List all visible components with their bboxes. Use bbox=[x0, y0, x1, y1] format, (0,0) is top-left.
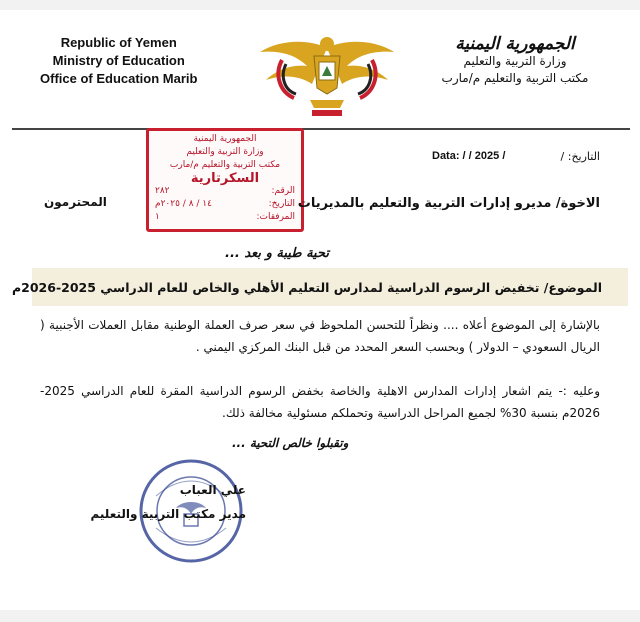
signature-block bbox=[56, 478, 246, 526]
header-en-line3: Office of Education Marib bbox=[40, 71, 198, 86]
signer-title: مدير مكتب التربية والتعليم bbox=[90, 507, 246, 521]
stamp-number-value: ٢٨٢ bbox=[155, 186, 170, 196]
stamp-attachments-label: المرفقات: bbox=[256, 212, 295, 222]
header-ar-line2: وزارة التربية والتعليم bbox=[463, 54, 567, 68]
stamp-date-row bbox=[149, 198, 301, 211]
header-en-line2: Ministry of Education bbox=[52, 53, 185, 68]
stamp-title: السكرتارية bbox=[190, 171, 260, 186]
stamp-line1: الجمهورية اليمنية bbox=[193, 134, 257, 144]
stamp-line3: مكتب التربية والتعليم م/مارب bbox=[169, 160, 281, 170]
header-ar-line3: مكتب التربية والتعليم م/مارب bbox=[441, 71, 589, 85]
stamp-attachments-value: ١ bbox=[155, 212, 160, 222]
yemen-eagle-emblem-icon bbox=[252, 30, 402, 120]
stamp-attachments-row bbox=[149, 211, 301, 224]
respected-title: المحترمون bbox=[44, 195, 107, 209]
english-letterhead bbox=[40, 34, 197, 88]
header-ar-line1: الجمهورية اليمنية bbox=[455, 34, 575, 54]
body-paragraph-2: وعليه :- يتم اشعار إدارات المدارس الاهلية والخاصة بخفض الرسوم الدراسية المقرة للعام الدراسي 2025-2026م بنسبة 30% لجميع المراحل الدراسية وتحملكم مسئولية مخالفة ذلك. bbox=[40, 384, 600, 420]
greeting: تحية طيبة و بعد ... bbox=[225, 246, 329, 261]
date-arabic: التاريخ: / bbox=[560, 150, 600, 163]
subject-line: الموضوع/ تخفيض الرسوم الدراسية لمدارس التعليم الأهلي والخاص للعام الدراسي 2025-2026م bbox=[11, 280, 602, 295]
received-stamp bbox=[146, 128, 304, 232]
stamp-number-row bbox=[149, 185, 301, 198]
header-en-line1: Republic of Yemen bbox=[60, 35, 177, 50]
stamp-line2: وزارة التربية والتعليم bbox=[186, 147, 264, 157]
header-divider bbox=[12, 128, 630, 130]
stamp-date-value: ١٤ / ٨ / ٢٠٢٥م bbox=[155, 199, 212, 209]
body-paragraph-1: بالإشارة إلى الموضوع أعلاه .... ونظراً للتحسن الملحوظ في سعر صرف العملة الوطنية مقابل العملات الأجنبية ( الريال السعودي – الدولار ) وبحسب السعر المحدد من قبل البنك المركزي اليمني . bbox=[40, 318, 600, 354]
stamp-date-label: التاريخ: bbox=[268, 199, 295, 209]
date-english: Data: / / 2025 / bbox=[432, 150, 506, 162]
closing-line: وتقبلوا خالص التحية ... bbox=[232, 436, 349, 450]
addressee: الاخوة/ مديرو إدارات التربية والتعليم بالمديريات bbox=[297, 196, 600, 211]
stamp-number-label: الرقم: bbox=[271, 186, 295, 196]
signer-name: علي العباب bbox=[179, 483, 246, 497]
arabic-letterhead bbox=[430, 36, 600, 87]
